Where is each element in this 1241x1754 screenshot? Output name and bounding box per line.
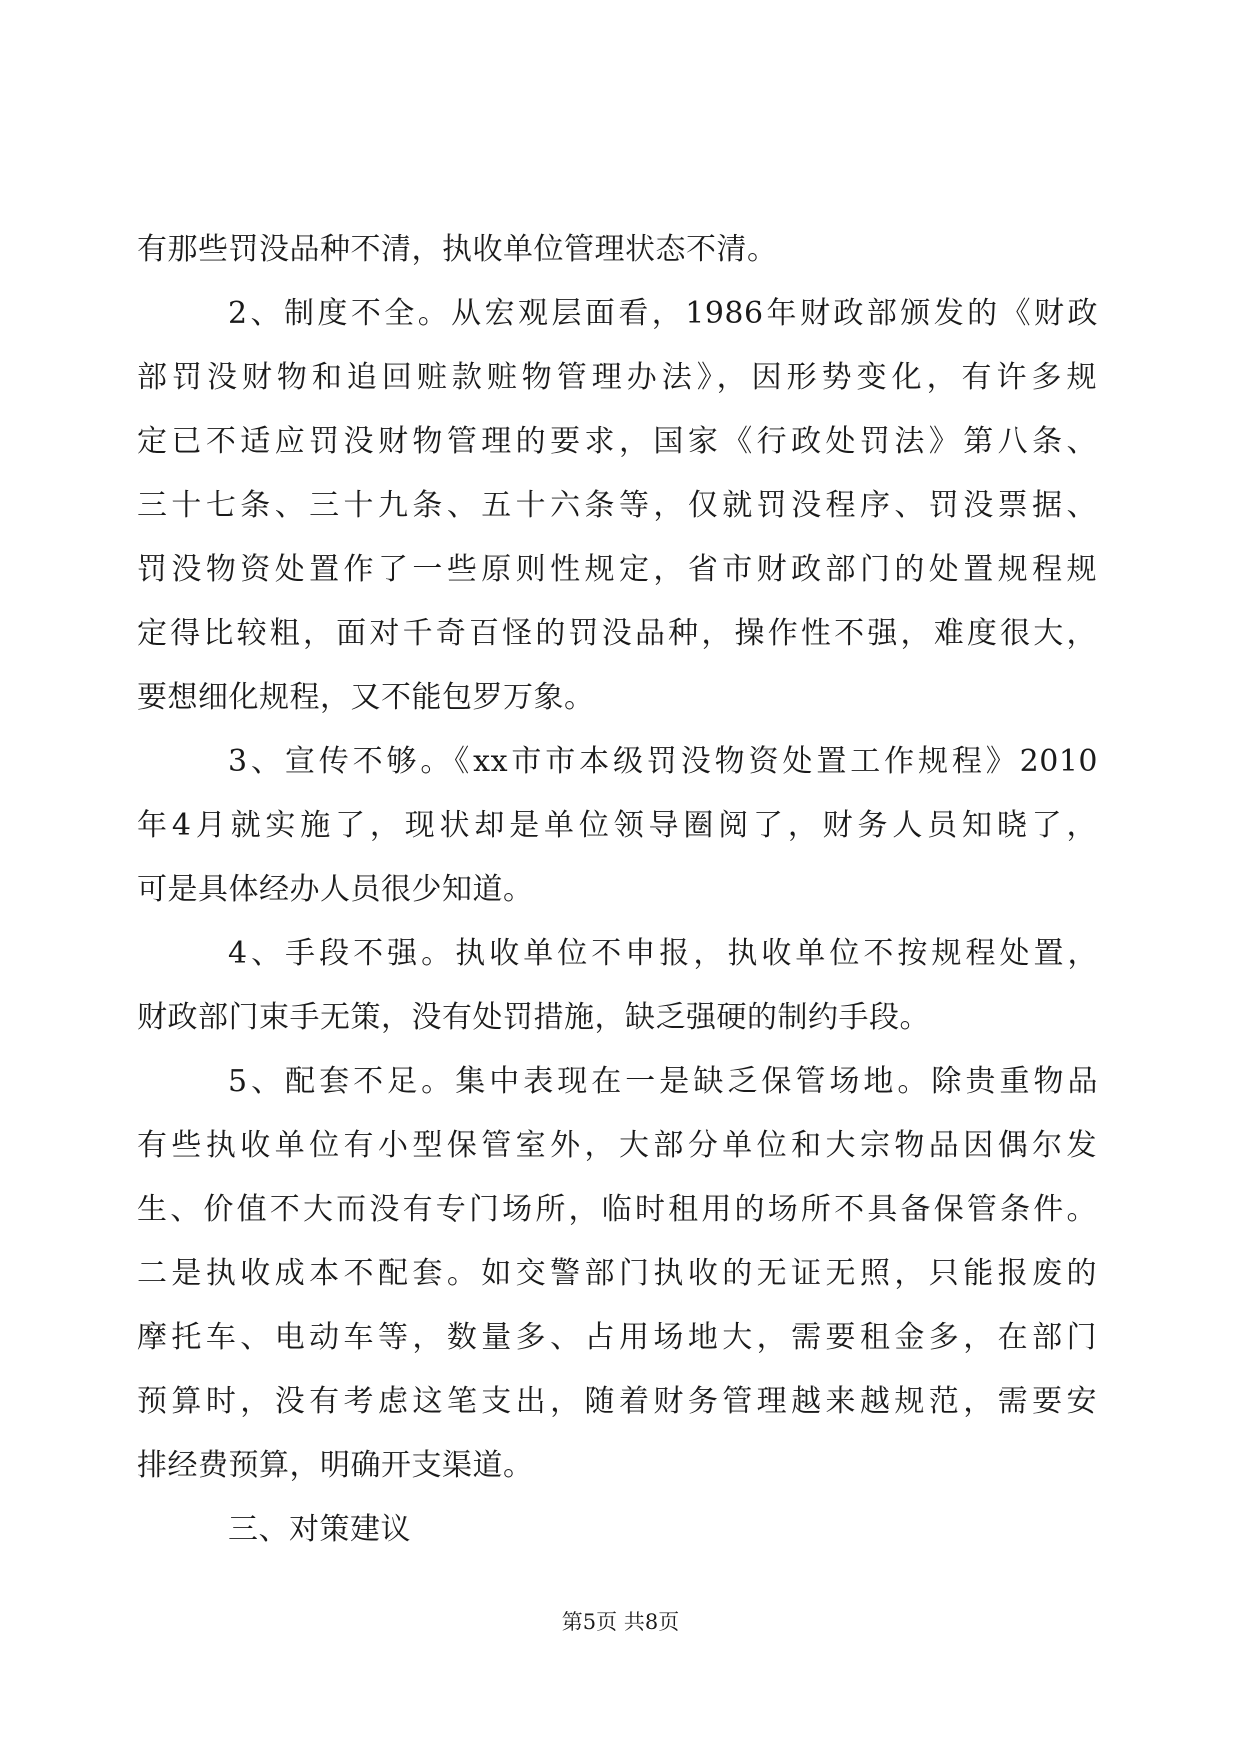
text-line: 部罚没财物和追回赃款赃物管理办法》，因形势变化，有许多规 <box>137 360 1097 395</box>
text-line: 2、制度不全。从宏观层面看，1986年财政部颁发的《财政 <box>228 296 1098 331</box>
text-line: 罚没物资处置作了一些原则性规定，省市财政部门的处置规程规 <box>137 552 1097 587</box>
text-line: 有那些罚没品种不清，执收单位管理状态不清。 <box>137 232 778 267</box>
text-line: 有些执收单位有小型保管室外，大部分单位和大宗物品因偶尔发 <box>137 1128 1097 1163</box>
text-line: 年4月就实施了，现状却是单位领导圈阅了，财务人员知晓了， <box>137 808 1097 843</box>
text-line: 二是执收成本不配套。如交警部门执收的无证无照，只能报废的 <box>137 1256 1097 1291</box>
text-line: 排经费预算，明确开支渠道。 <box>137 1448 534 1483</box>
text-line: 财政部门束手无策，没有处罚措施，缺乏强硬的制约手段。 <box>137 1000 930 1035</box>
page-number-footer: 第5页 共8页 <box>561 1610 680 1634</box>
section-heading: 三、对策建议 <box>228 1512 411 1547</box>
text-line: 3、宣传不够。《xx市市本级罚没物资处置工作规程》2010 <box>228 744 1098 779</box>
text-line: 5、配套不足。集中表现在一是缺乏保管场地。除贵重物品 <box>228 1064 1098 1099</box>
text-line: 定已不适应罚没财物管理的要求，国家《行政处罚法》第八条、 <box>137 424 1097 459</box>
text-line: 摩托车、电动车等，数量多、占用场地大，需要租金多，在部门 <box>137 1320 1097 1355</box>
text-line: 生、价值不大而没有专门场所，临时租用的场所不具备保管条件。 <box>137 1192 1097 1227</box>
text-line: 定得比较粗，面对千奇百怪的罚没品种，操作性不强，难度很大， <box>137 616 1097 651</box>
text-line: 预算时，没有考虑这笔支出，随着财务管理越来越规范，需要安 <box>137 1384 1097 1419</box>
text-line: 4、手段不强。执收单位不申报，执收单位不按规程处置， <box>228 936 1098 971</box>
text-line: 三十七条、三十九条、五十六条等，仅就罚没程序、罚没票据、 <box>137 488 1097 523</box>
text-line: 可是具体经办人员很少知道。 <box>137 872 534 907</box>
text-line: 要想细化规程，又不能包罗万象。 <box>137 680 595 715</box>
